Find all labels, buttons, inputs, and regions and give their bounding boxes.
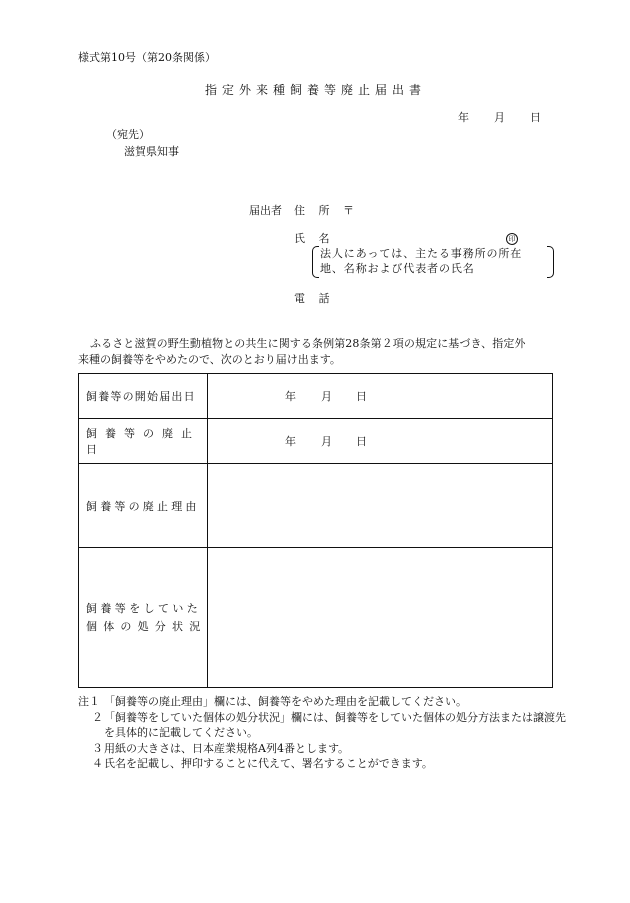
disposal-field[interactable] <box>208 548 553 688</box>
end-date-label: 飼養等の廃止日 <box>86 427 200 456</box>
end-month-label: 月 <box>321 435 332 448</box>
date-year-label: 年 <box>458 111 469 124</box>
start-date-label: 飼養等の開始届出日 <box>86 390 196 403</box>
addressee-prefix: （宛先） <box>106 128 150 141</box>
disposal-label-cell <box>79 548 208 688</box>
document-title: 指定外来種飼養等廃止届出書 <box>205 83 427 97</box>
date-day-label: 日 <box>530 111 541 124</box>
start-date-field[interactable] <box>208 374 553 419</box>
end-date-label-cell <box>79 419 208 464</box>
table-row <box>79 419 553 464</box>
disposal-label-line2: 個体の処分状況 <box>86 619 207 633</box>
body-text-line1: ふるさと滋賀の野生動植物との共生に関する条例第28条第２項の規定に基づき、指定外 <box>90 337 526 350</box>
note-number: ３ <box>92 741 103 755</box>
start-date-label-cell <box>79 374 208 419</box>
note-text: 用紙の大きさは、日本産業規格A列4番とします。 <box>104 741 350 755</box>
note-number: ４ <box>92 757 103 770</box>
note-item <box>78 694 568 710</box>
bracket-right <box>547 246 554 278</box>
body-text-line2: 来種の飼養等をやめたので、次のとおり届け出ます。 <box>78 353 341 366</box>
notification-table <box>78 373 553 688</box>
table-row <box>79 464 553 548</box>
note-item <box>78 756 568 772</box>
reason-label: 飼養等の廃止理由 <box>86 499 200 513</box>
end-year-label: 年 <box>285 435 296 448</box>
start-month-label: 月 <box>321 390 332 403</box>
end-date-field[interactable] <box>208 419 553 464</box>
phone-label: 電 話 <box>294 292 335 305</box>
seal-mark: 印 <box>506 233 518 245</box>
reason-field[interactable] <box>208 464 553 548</box>
note-item <box>78 741 568 757</box>
table-row <box>79 548 553 688</box>
note-text: 「飼養等の廃止理由」欄には、飼養等をやめた理由を記載してください。 <box>104 695 467 708</box>
applicant-label: 届出者 <box>249 204 282 217</box>
date-month-label: 月 <box>494 111 505 124</box>
end-day-label: 日 <box>356 435 367 448</box>
table-row <box>79 374 553 419</box>
notes-section <box>78 694 568 772</box>
note-number: ２ <box>92 710 103 724</box>
corporate-note-line2: 地、名称および代表者の氏名 <box>320 262 475 275</box>
name-label: 氏 名 <box>294 232 335 245</box>
reason-label-cell <box>79 464 208 548</box>
addressee-name: 滋賀県知事 <box>124 145 179 158</box>
start-day-label: 日 <box>356 390 367 403</box>
corporate-note-line1: 法人にあっては、主たる事務所の所在 <box>320 247 523 260</box>
postal-mark: 〒 <box>343 204 354 217</box>
address-label: 住 所 <box>294 204 335 217</box>
note-number: 注１ <box>78 695 100 708</box>
note-text: 氏名を記載し、押印することに代えて、署名することができます。 <box>104 757 433 770</box>
note-text: 「飼養等をしていた個体の処分状況」欄には、飼養等をしていた個体の処分方法または譲渡先を具体的に記載してください。 <box>104 710 566 739</box>
corporate-note-bracket <box>312 246 554 276</box>
disposal-label-line1: 飼養等をしていた <box>86 601 202 615</box>
note-item <box>78 710 568 741</box>
form-number: 様式第10号（第20条関係） <box>78 51 216 64</box>
start-year-label: 年 <box>285 390 296 403</box>
bracket-left <box>312 246 319 278</box>
